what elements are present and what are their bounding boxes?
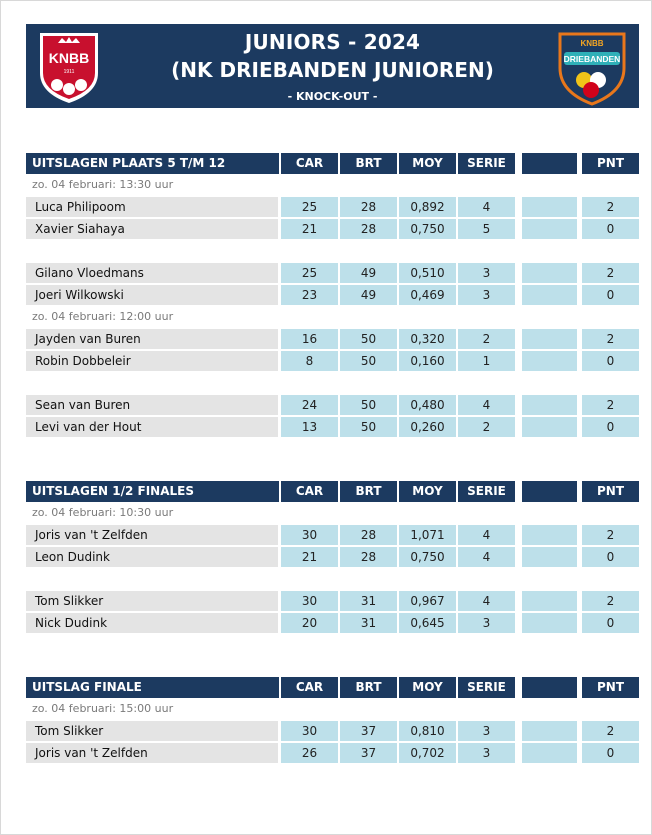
- col-car: CAR: [281, 153, 338, 174]
- col-empty: [522, 153, 577, 174]
- car-value: 25: [281, 263, 338, 283]
- brt-value: 31: [340, 613, 397, 633]
- brt-value: 37: [340, 743, 397, 763]
- serie-value: 4: [458, 525, 515, 545]
- col-pnt: PNT: [582, 677, 639, 698]
- col-empty: [522, 481, 577, 502]
- player-name: Leon Dudink: [26, 547, 278, 567]
- driebanden-logo: [554, 28, 630, 106]
- page-subtitle: (NK DRIEBANDEN JUNIOREN): [171, 58, 494, 82]
- pnt-value: 0: [582, 219, 639, 239]
- moy-value: 1,071: [399, 525, 456, 545]
- brt-value: 50: [340, 417, 397, 437]
- brt-value: 50: [340, 395, 397, 415]
- empty-cell: [522, 219, 577, 239]
- pnt-value: 2: [582, 197, 639, 217]
- section-title: UITSLAGEN 1/2 FINALES: [26, 481, 279, 502]
- col-moy: MOY: [399, 677, 456, 698]
- moy-value: 0,160: [399, 351, 456, 371]
- table-row: [26, 720, 639, 742]
- player-name: Luca Philipoom: [26, 197, 278, 217]
- moy-value: 0,469: [399, 285, 456, 305]
- player-name: Levi van der Hout: [26, 417, 278, 437]
- car-value: 8: [281, 351, 338, 371]
- moy-value: 0,702: [399, 743, 456, 763]
- driebanden-logo-text: DRIEBANDEN: [563, 54, 621, 64]
- section-plaats-5-12: [26, 153, 639, 438]
- empty-cell: [522, 285, 577, 305]
- moy-value: 0,260: [399, 417, 456, 437]
- empty-cell: [522, 395, 577, 415]
- car-value: 30: [281, 721, 338, 741]
- table-row: [26, 416, 639, 438]
- car-value: 21: [281, 547, 338, 567]
- match-date: zo. 04 februari: 13:30 uur: [32, 178, 174, 191]
- pnt-value: 2: [582, 525, 639, 545]
- serie-value: 3: [458, 721, 515, 741]
- col-serie: SERIE: [458, 677, 515, 698]
- serie-value: 3: [458, 285, 515, 305]
- section-header: [26, 153, 639, 174]
- serie-value: 3: [458, 263, 515, 283]
- col-car: CAR: [281, 481, 338, 502]
- col-serie: SERIE: [458, 481, 515, 502]
- car-value: 25: [281, 197, 338, 217]
- spacer: [26, 568, 639, 590]
- pnt-value: 0: [582, 743, 639, 763]
- car-value: 26: [281, 743, 338, 763]
- table-row: [26, 590, 639, 612]
- empty-cell: [522, 721, 577, 741]
- car-value: 13: [281, 417, 338, 437]
- knbb-logo-text: KNBB: [48, 50, 90, 66]
- pnt-value: 2: [582, 263, 639, 283]
- moy-value: 0,810: [399, 721, 456, 741]
- section-title: UITSLAG FINALE: [26, 677, 279, 698]
- empty-cell: [522, 743, 577, 763]
- col-serie: SERIE: [458, 153, 515, 174]
- table-row: [26, 612, 639, 634]
- player-name: Sean van Buren: [26, 395, 278, 415]
- player-name: Tom Slikker: [26, 721, 278, 741]
- car-value: 24: [281, 395, 338, 415]
- table-row: [26, 546, 639, 568]
- col-empty: [522, 677, 577, 698]
- serie-value: 4: [458, 547, 515, 567]
- pnt-value: 2: [582, 395, 639, 415]
- spacer: [26, 372, 639, 394]
- knbb-logo-year: 1911: [63, 69, 75, 75]
- moy-value: 0,645: [399, 613, 456, 633]
- col-brt: BRT: [340, 481, 397, 502]
- brt-value: 28: [340, 197, 397, 217]
- moy-value: 0,480: [399, 395, 456, 415]
- player-name: Robin Dobbeleir: [26, 351, 278, 371]
- brt-value: 50: [340, 351, 397, 371]
- serie-value: 4: [458, 197, 515, 217]
- pnt-value: 0: [582, 351, 639, 371]
- empty-cell: [522, 197, 577, 217]
- col-moy: MOY: [399, 153, 456, 174]
- car-value: 30: [281, 591, 338, 611]
- col-pnt: PNT: [582, 481, 639, 502]
- brt-value: 28: [340, 219, 397, 239]
- car-value: 23: [281, 285, 338, 305]
- player-name: Gilano Vloedmans: [26, 263, 278, 283]
- pnt-value: 0: [582, 285, 639, 305]
- serie-value: 5: [458, 219, 515, 239]
- section-finale: [26, 677, 639, 764]
- section-halve-finales: [26, 481, 639, 634]
- brt-value: 28: [340, 547, 397, 567]
- player-name: Tom Slikker: [26, 591, 278, 611]
- brt-value: 49: [340, 263, 397, 283]
- col-brt: BRT: [340, 677, 397, 698]
- table-row: [26, 328, 639, 350]
- player-name: Joris van 't Zelfden: [26, 525, 278, 545]
- serie-value: 4: [458, 395, 515, 415]
- player-name: Xavier Siahaya: [26, 219, 278, 239]
- serie-value: 2: [458, 417, 515, 437]
- section-title: UITSLAGEN PLAATS 5 T/M 12: [26, 153, 279, 174]
- pnt-value: 0: [582, 547, 639, 567]
- player-name: Joris van 't Zelfden: [26, 743, 278, 763]
- empty-cell: [522, 547, 577, 567]
- empty-cell: [522, 329, 577, 349]
- match-date: zo. 04 februari: 12:00 uur: [32, 310, 174, 323]
- moy-value: 0,510: [399, 263, 456, 283]
- spacer: [26, 240, 639, 262]
- col-car: CAR: [281, 677, 338, 698]
- empty-cell: [522, 613, 577, 633]
- brt-value: 37: [340, 721, 397, 741]
- serie-value: 3: [458, 613, 515, 633]
- table-row: [26, 524, 639, 546]
- table-row: [26, 196, 639, 218]
- serie-value: 3: [458, 743, 515, 763]
- player-name: Jayden van Buren: [26, 329, 278, 349]
- knockout-label: - KNOCK-OUT -: [287, 90, 378, 103]
- table-row: [26, 262, 639, 284]
- empty-cell: [522, 591, 577, 611]
- col-moy: MOY: [399, 481, 456, 502]
- section-header: [26, 677, 639, 698]
- col-pnt: PNT: [582, 153, 639, 174]
- brt-value: 31: [340, 591, 397, 611]
- match-date: zo. 04 februari: 10:30 uur: [32, 506, 174, 519]
- pnt-value: 0: [582, 417, 639, 437]
- player-name: Nick Dudink: [26, 613, 278, 633]
- page-title: JUNIORS - 2024: [244, 30, 421, 54]
- car-value: 30: [281, 525, 338, 545]
- pnt-value: 2: [582, 329, 639, 349]
- moy-value: 0,892: [399, 197, 456, 217]
- table-row: [26, 394, 639, 416]
- match-date: zo. 04 februari: 15:00 uur: [32, 702, 174, 715]
- driebanden-logo-top: KNBB: [580, 39, 604, 48]
- moy-value: 0,750: [399, 219, 456, 239]
- car-value: 16: [281, 329, 338, 349]
- pnt-value: 2: [582, 591, 639, 611]
- moy-value: 0,320: [399, 329, 456, 349]
- empty-cell: [522, 351, 577, 371]
- brt-value: 49: [340, 285, 397, 305]
- section-header: [26, 481, 639, 502]
- empty-cell: [522, 525, 577, 545]
- empty-cell: [522, 417, 577, 437]
- moy-value: 0,967: [399, 591, 456, 611]
- serie-value: 1: [458, 351, 515, 371]
- car-value: 20: [281, 613, 338, 633]
- col-brt: BRT: [340, 153, 397, 174]
- player-name: Joeri Wilkowski: [26, 285, 278, 305]
- serie-value: 4: [458, 591, 515, 611]
- empty-cell: [522, 263, 577, 283]
- pnt-value: 2: [582, 721, 639, 741]
- car-value: 21: [281, 219, 338, 239]
- moy-value: 0,750: [399, 547, 456, 567]
- table-row: [26, 350, 639, 372]
- serie-value: 2: [458, 329, 515, 349]
- table-row: [26, 218, 639, 240]
- table-row: [26, 284, 639, 306]
- pnt-value: 0: [582, 613, 639, 633]
- page-header: [26, 24, 639, 108]
- brt-value: 50: [340, 329, 397, 349]
- table-row: [26, 742, 639, 764]
- brt-value: 28: [340, 525, 397, 545]
